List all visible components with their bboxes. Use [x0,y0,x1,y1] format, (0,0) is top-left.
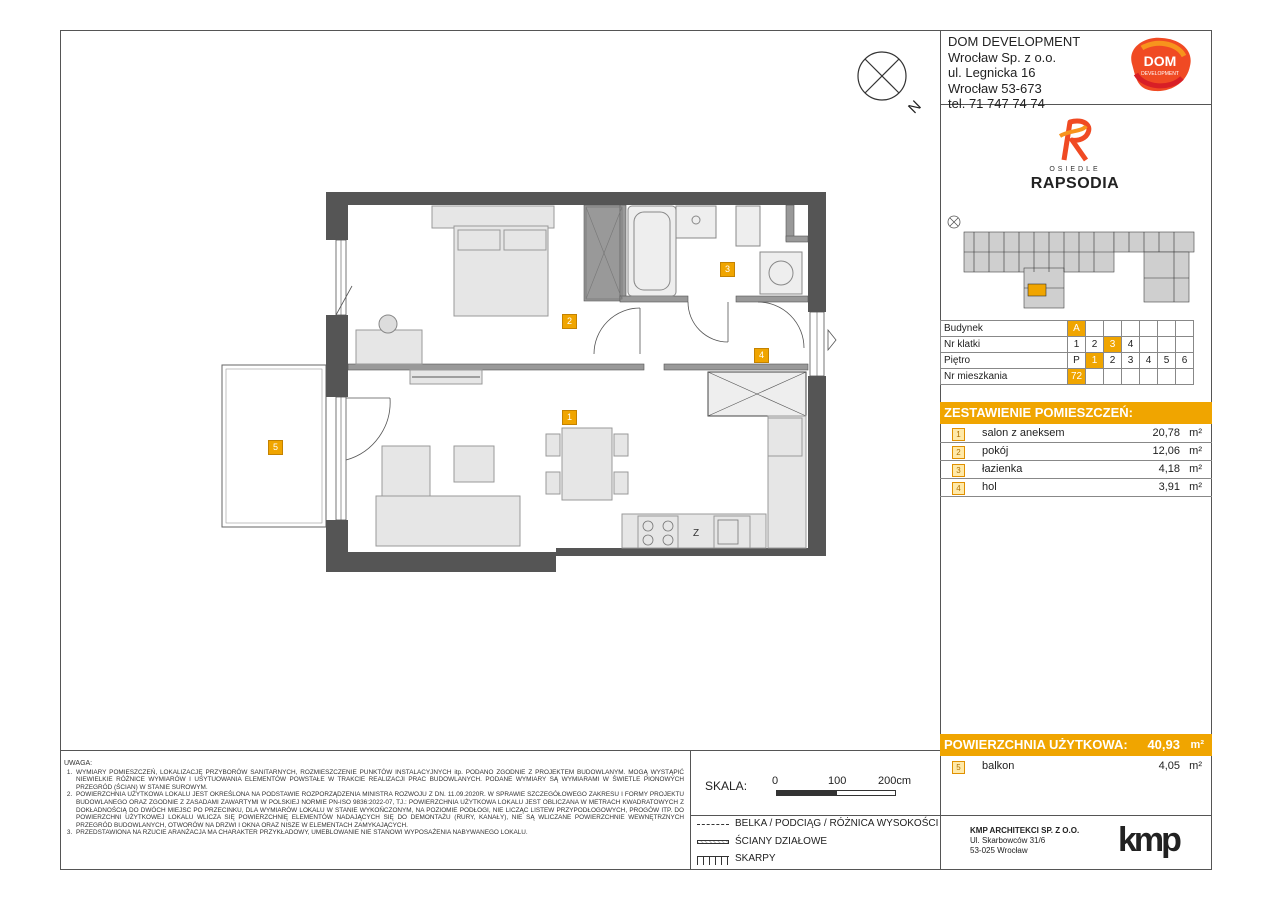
company-info [948,34,1080,112]
rapsodia-logo-big: RAPSODIA [1030,175,1120,192]
room-3-number: 3 [952,464,965,477]
scale-tick-200: 200cm [878,775,912,787]
note-1: 1. WYMIARY POMIESZCZEŃ, LOKALIZACJĘ PRZYBORÓW SANITARNYCH, ROZMIESZCZENIE PUNKTÓW INSTALACYJNYCH itp. PODANO ZGODNIE Z PROJEKTEM BUDOWLANYM. MOGĄ WYSTĄPIĆ NIEWIELKIE RÓŻNICE WYMIARÓW I USYTUOWANIA ELEMENTÓW POWSTAŁE W TRAKCIE REALIZACJI PRAC BUDOWLANYCH. PODANE WYMIARY SĄ WYMIARAMI W ŚWIETLE PIONOWYCH PRZEGRÓD (ŚCIAN) W STANIE SUROWYM. [74,769,684,792]
notes-title: UWAGA: [64,760,93,767]
room-1-name: salon z aneksem [982,427,1065,439]
building-label: Budynek [941,321,1068,337]
room-4-unit: m² [1189,481,1202,493]
note-2: 2. POWIERZCHNIA UŻYTKOWA LOKALU JEST OKREŚLONA NA PODSTAWIE ROZPORZĄDZENIA MINISTRA ROZWOJU Z DN. 11.09.2020R. W SPRAWIE SZCZEGÓŁOWEGO ZAKRESU I FORMY PROJEKTU BUDOWLANEGO ORAZ ZGODNIE Z ZASADAMI ZAWARTYMI W POLSKIEJ NORMIE PN-ISO 9836:2022-07, TJ.: POWIERZCHNIA UŻYTKOWA LOKALU JEST OBLICZANA W METRACH KWADRATOWYCH Z DOKŁADNOŚCIĄ DO DWÓCH MIEJSC PO PRZECINKU, DLA WYMIARÓW LOKALU W STANIE WYKOŃCZONYM, NA POZIOMIE PODŁOGI, NIE LICZĄC LISTEW PRZYPODŁOGOWYCH, PROGÓW ITP. DO POWIERZCHNI UŻYTKOWEJ LOKALU WLICZA SIĘ POWIERZCHNIĘ ELEMENTÓW NADAJĄCYCH SIĘ DO DEMONTAŻU (RURY, KANAŁY), NIE SĄ WLICZANE POWIERZCHNIE WEWNĘTRZNYCH PRZEGRÓD BUDOWLANYCH, OTWORÓW NA DRZWI I OKNA ORAZ NISZE W ELEMENTACH ZAMYKAJĄCYCH. [74,791,684,829]
dom-development-logo [1122,34,1198,96]
usable-area-label: POWIERZCHNIA UŻYTKOWA: [944,737,1128,752]
divider-scale [690,815,940,816]
balcony-unit: m² [1189,760,1202,772]
company-name: DOM DEVELOPMENT [948,34,1081,49]
floor-5: 5 [1158,353,1176,369]
company-line3: Wrocław 53-673 [948,80,1042,96]
note-3: 3. PRZEDSTAWIONA NA RZUCIE ARANŻACJA MA CHARAKTER PRZYKŁADOWY, UMEBLOWANIE NIE STANOWI WYPOSAŻENIA NABYWANEGO LOKALU. [74,829,684,837]
staircase-4: 4 [1122,337,1140,353]
legend-beam-symbol [697,824,729,825]
floor-6: 6 [1176,353,1194,369]
legend-slopes-symbol [697,856,729,865]
room-tag-1: 1 [562,410,577,425]
usable-area-bar [940,734,1212,756]
scale-bar [776,790,896,796]
room-1-number: 1 [952,428,965,441]
kmp-logo-text: kmp [1118,821,1179,859]
kmp-logo [1118,822,1179,858]
legend-slopes: SKARPY [735,853,776,864]
svg-text:DOM: DOM [1143,53,1177,69]
building-value: A [1068,321,1086,337]
staircase-row [941,337,1194,353]
building-row [941,321,1194,337]
divider-footer [60,750,940,751]
staircase-label: Nr klatki [941,337,1068,353]
balcony-name: balkon [982,760,1015,772]
balcony-row [940,758,1212,776]
rooms-title: ZESTAWIENIE POMIESZCZEŃ: [940,402,1212,424]
legend-walls: ŚCIANY DZIAŁOWE [735,836,828,847]
scale-label: SKALA: [705,779,748,793]
floor-row [941,353,1194,369]
svg-text:DEVELOPMENT: DEVELOPMENT [1141,71,1179,77]
room-tag-5: 5 [268,440,283,455]
architect-name: KMP ARCHITEKCI SP. Z O.O. [970,826,1080,835]
balcony-number: 5 [952,761,965,774]
company-line1: Wrocław Sp. z o.o. [948,49,1057,65]
divider-notes [690,750,691,870]
room-row-4 [940,479,1212,497]
usable-area-unit: m² [1190,739,1204,751]
legend-beam: BELKA / PODCIĄG / RÓŻNICA WYSOKOŚCI [735,818,939,829]
floor-p: P [1068,353,1086,369]
company-line2: ul. Legnicka 16 [948,65,1036,80]
notes-block [64,760,684,837]
room-row-1 [940,425,1212,443]
staircase-2: 2 [1086,337,1104,353]
room-1-unit: m² [1189,427,1202,439]
room-tag-4: 4 [754,348,769,363]
room-4-number: 4 [952,482,965,495]
floor-3: 3 [1122,353,1140,369]
floor-2: 2 [1104,353,1122,369]
staircase-1: 1 [1068,337,1086,353]
rapsodia-logo [1020,116,1130,196]
architect-street: Ul. Skarbowców 31/6 [970,836,1046,845]
room-tag-3: 3 [720,262,735,277]
room-row-3 [940,461,1212,479]
floor-1-selected: 1 [1086,353,1104,369]
fridge-label: Z [693,528,700,539]
architect-info [970,826,1079,856]
room-2-unit: m² [1189,445,1202,457]
apartment-row [941,369,1194,385]
room-4-name: hol [982,481,997,493]
room-3-area: 4,18 [1158,463,1180,475]
scale-tick-0: 0 [772,775,779,787]
legend-walls-symbol [697,840,729,844]
room-2-number: 2 [952,446,965,459]
rapsodia-logo-small: OSIEDLE [1049,166,1101,173]
compass-north-label: N [905,97,925,118]
staircase-3-selected: 3 [1104,337,1122,353]
apartment-info-table [940,320,1194,385]
apartment-value: 72 [1068,369,1086,385]
notes-list [64,769,684,837]
company-phone: tel. 71 747 74 74 [948,96,1045,111]
room-4-area: 3,91 [1158,481,1180,493]
floor-4: 4 [1140,353,1158,369]
key-plan-map [944,208,1206,318]
apartment-label: Nr mieszkania [941,369,1068,385]
room-1-area: 20,78 [1152,427,1180,439]
room-2-name: pokój [982,445,1009,457]
room-3-unit: m² [1189,463,1202,475]
room-row-2 [940,443,1212,461]
room-2-area: 12,06 [1152,445,1180,457]
usable-area-value: 40,93 [1147,737,1180,752]
room-3-name: łazienka [982,463,1023,475]
scale-tick-100: 100 [828,775,847,787]
divider-balcony-bottom [940,815,1212,816]
balcony-area: 4,05 [1158,760,1180,772]
floor-label: Piętro [941,353,1068,369]
architect-city: 53-025 Wrocław [970,846,1028,855]
room-tag-2: 2 [562,314,577,329]
